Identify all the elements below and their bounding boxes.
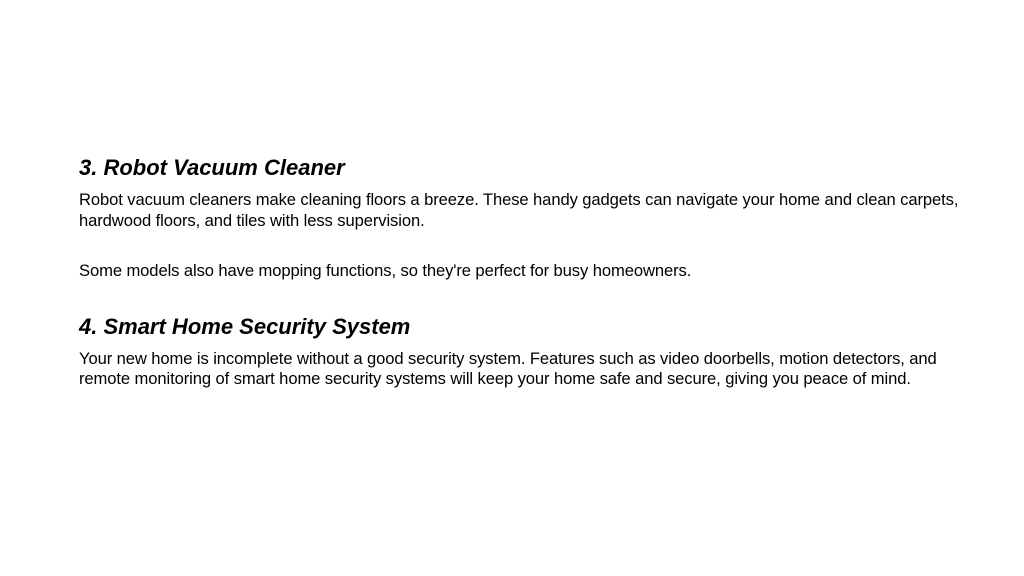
paragraph-robot-vacuum-intro: Robot vacuum cleaners make cleaning floors a breeze. These handy gadgets can navigate your home and clean carpets, hardwood floors, and tiles with less supervision. [79, 190, 959, 230]
slide-content [79, 154, 959, 390]
paragraph-smart-security-intro: Your new home is incomplete without a good security system. Features such as video doorbells, motion detectors, and remote monitoring of smart home security systems will keep your home safe and secure, giving you peace of mind. [79, 348, 937, 388]
paragraph-robot-vacuum-mopping: Some models also have mopping functions, so they're perfect for busy homeowners. [79, 261, 692, 280]
section-heading-smart-security: 4. Smart Home Security System [79, 313, 411, 339]
section-heading-robot-vacuum: 3. Robot Vacuum Cleaner [79, 155, 345, 180]
